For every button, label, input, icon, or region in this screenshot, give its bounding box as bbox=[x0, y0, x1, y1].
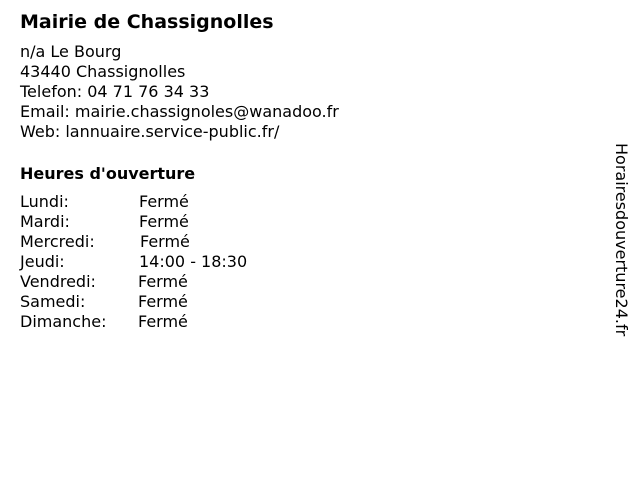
hours-row-mercredi bbox=[20, 232, 580, 252]
watermark-text: Horairesdouverture24.fr bbox=[612, 143, 631, 337]
day-label: Mercredi: bbox=[20, 232, 95, 251]
hours-table bbox=[20, 192, 580, 332]
time-value: Fermé bbox=[138, 272, 188, 291]
info-card bbox=[20, 10, 580, 332]
day-label: Lundi: bbox=[20, 192, 69, 211]
hours-row-jeudi bbox=[20, 252, 580, 272]
city-line: 43440 Chassignolles bbox=[20, 62, 186, 81]
hours-row-vendredi bbox=[20, 272, 580, 292]
day-label: Mardi: bbox=[20, 212, 70, 231]
day-label: Jeudi: bbox=[20, 252, 65, 271]
time-value: Fermé bbox=[138, 312, 188, 331]
watermark bbox=[611, 134, 631, 346]
phone-line: Telefon: 04 71 76 34 33 bbox=[20, 82, 210, 101]
hours-heading: Heures d'ouverture bbox=[20, 164, 196, 183]
web-line: Web: lannuaire.service-public.fr/ bbox=[20, 122, 280, 141]
hours-row-mardi bbox=[20, 212, 580, 232]
time-value: Fermé bbox=[139, 212, 189, 231]
time-value: Fermé bbox=[138, 292, 188, 311]
time-value: Fermé bbox=[139, 192, 189, 211]
day-label: Samedi: bbox=[20, 292, 86, 311]
address-block bbox=[20, 42, 580, 142]
time-value: Fermé bbox=[140, 232, 190, 251]
page-title: Mairie de Chassignolles bbox=[20, 11, 274, 33]
hours-row-samedi bbox=[20, 292, 580, 312]
hours-row-lundi bbox=[20, 192, 580, 212]
email-line: Email: mairie.chassignoles@wanadoo.fr bbox=[20, 102, 339, 121]
time-value: 14:00 - 18:30 bbox=[139, 252, 248, 271]
hours-row-dimanche bbox=[20, 312, 580, 332]
day-label: Vendredi: bbox=[20, 272, 96, 291]
street-line: n/a Le Bourg bbox=[20, 42, 122, 61]
day-label: Dimanche: bbox=[20, 312, 107, 331]
